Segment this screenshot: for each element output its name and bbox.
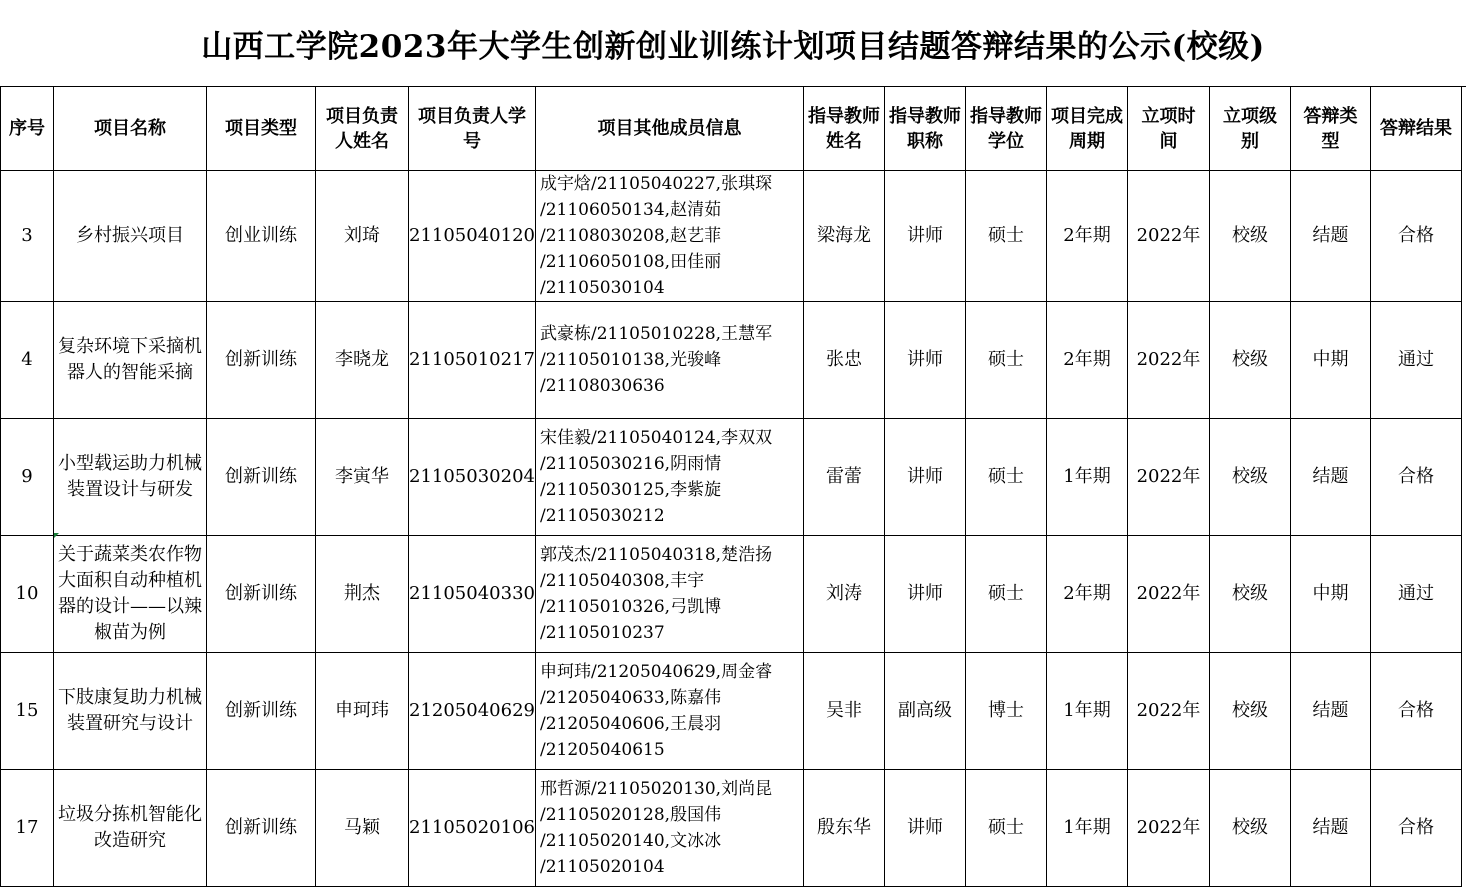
cell-period[interactable]: 1年期 xyxy=(1046,419,1127,536)
cell-advisor[interactable]: 刘涛 xyxy=(803,536,884,653)
cell-name[interactable] xyxy=(54,653,207,770)
cell-advisor-degree[interactable]: 硕士 xyxy=(965,171,1046,302)
header-name[interactable]: 项目名称 xyxy=(54,87,207,171)
cell-defense-type[interactable]: 结题 xyxy=(1290,653,1370,770)
cell-advisor-title[interactable]: 讲师 xyxy=(884,536,965,653)
cell-leader[interactable]: 荆杰 xyxy=(316,536,409,653)
cell-no[interactable]: 10 xyxy=(1,536,54,653)
cell-leader-id[interactable]: 21105040330 xyxy=(409,536,536,653)
cell-no[interactable]: 17 xyxy=(1,770,54,887)
cell-result[interactable]: 合格 xyxy=(1370,419,1461,536)
cell-defense-type[interactable]: 结题 xyxy=(1290,171,1370,302)
cell-defense-type[interactable]: 结题 xyxy=(1290,419,1370,536)
cell-advisor-title[interactable]: 副高级 xyxy=(884,653,965,770)
cell-advisor-degree[interactable]: 硕士 xyxy=(965,419,1046,536)
project-name-text: 乡村振兴项目 xyxy=(76,225,184,246)
cell-no[interactable]: 9 xyxy=(1,419,54,536)
cell-advisor[interactable]: 张忠 xyxy=(803,302,884,419)
cell-period[interactable]: 2年期 xyxy=(1046,536,1127,653)
header-leader[interactable]: 项目负责人姓名 xyxy=(316,87,409,171)
table-row xyxy=(1,653,1462,770)
cell-members[interactable]: 成宇焓/21105040227,张琪琛 /21106050134,赵清茹 /21108030208,赵艺菲 /21106050108,田佳丽 /21105030104 xyxy=(535,171,803,302)
header-no[interactable]: 序号 xyxy=(1,87,54,171)
cell-advisor-title[interactable]: 讲师 xyxy=(884,302,965,419)
cell-advisor[interactable]: 殷东华 xyxy=(803,770,884,887)
cell-level[interactable]: 校级 xyxy=(1209,770,1290,887)
cell-level[interactable]: 校级 xyxy=(1209,536,1290,653)
cell-advisor-degree[interactable]: 硕士 xyxy=(965,536,1046,653)
cell-name[interactable] xyxy=(54,419,207,536)
cell-defense-type[interactable]: 结题 xyxy=(1290,770,1370,887)
cell-members[interactable]: 宋佳毅/21105040124,李双双 /21105030216,阴雨情 /21105030125,李紫旋 /21105030212 xyxy=(535,419,803,536)
cell-level[interactable]: 校级 xyxy=(1209,302,1290,419)
cell-advisor-degree[interactable]: 博士 xyxy=(965,653,1046,770)
cell-defense-type[interactable]: 中期 xyxy=(1290,302,1370,419)
cell-period[interactable]: 1年期 xyxy=(1046,653,1127,770)
cell-name[interactable] xyxy=(54,536,207,653)
cell-advisor[interactable]: 雷蕾 xyxy=(803,419,884,536)
header-leader-id[interactable]: 项目负责人学号 xyxy=(409,87,536,171)
cell-result[interactable]: 合格 xyxy=(1370,653,1461,770)
cell-year[interactable]: 2022年 xyxy=(1127,536,1209,653)
cell-leader-id[interactable]: 21105030204 xyxy=(409,419,536,536)
table-row xyxy=(1,536,1462,653)
cell-leader[interactable]: 李寅华 xyxy=(316,419,409,536)
cell-type[interactable]: 创新训练 xyxy=(207,770,316,887)
cell-period[interactable]: 1年期 xyxy=(1046,770,1127,887)
cell-year[interactable]: 2022年 xyxy=(1127,770,1209,887)
header-members[interactable]: 项目其他成员信息 xyxy=(535,87,803,171)
cell-name[interactable] xyxy=(54,171,207,302)
cell-result[interactable]: 合格 xyxy=(1370,770,1461,887)
cell-result[interactable]: 合格 xyxy=(1370,171,1461,302)
cell-advisor-title[interactable]: 讲师 xyxy=(884,770,965,887)
header-advisor-degree[interactable]: 指导教师学位 xyxy=(965,87,1046,171)
header-level[interactable]: 立项级别 xyxy=(1209,87,1290,171)
cell-level[interactable]: 校级 xyxy=(1209,653,1290,770)
cell-advisor[interactable]: 吴非 xyxy=(803,653,884,770)
project-name-text: 小型载运助力机械装置设计与研发 xyxy=(58,453,202,500)
cell-period[interactable]: 2年期 xyxy=(1046,171,1127,302)
header-type[interactable]: 项目类型 xyxy=(207,87,316,171)
cell-leader[interactable]: 马颖 xyxy=(316,770,409,887)
cell-leader[interactable]: 李晓龙 xyxy=(316,302,409,419)
header-result[interactable]: 答辩结果 xyxy=(1370,87,1461,171)
project-name-text: 关于蔬菜类农作物大面积自动种植机器的设计——以辣椒苗为例 xyxy=(58,544,202,643)
cell-no[interactable]: 4 xyxy=(1,302,54,419)
cell-advisor-degree[interactable]: 硕士 xyxy=(965,302,1046,419)
cell-name[interactable] xyxy=(54,770,207,887)
header-advisor-title[interactable]: 指导教师职称 xyxy=(884,87,965,171)
cell-result[interactable]: 通过 xyxy=(1370,302,1461,419)
cell-advisor-title[interactable]: 讲师 xyxy=(884,171,965,302)
cell-type[interactable]: 创新训练 xyxy=(207,536,316,653)
cell-no[interactable]: 3 xyxy=(1,171,54,302)
cell-advisor[interactable]: 梁海龙 xyxy=(803,171,884,302)
project-name-text: 下肢康复助力机械装置研究与设计 xyxy=(58,687,202,734)
table-row xyxy=(1,419,1462,536)
cell-leader[interactable]: 申珂玮 xyxy=(316,653,409,770)
header-period[interactable]: 项目完成周期 xyxy=(1046,87,1127,171)
cell-level[interactable]: 校级 xyxy=(1209,419,1290,536)
cell-type[interactable]: 创新训练 xyxy=(207,302,316,419)
cell-advisor-title[interactable]: 讲师 xyxy=(884,419,965,536)
cell-comment-marker xyxy=(54,533,59,538)
cell-members[interactable]: 申珂玮/21205040629,周金睿 /21205040633,陈嘉伟 /21205040606,王晨羽 /21205040615 xyxy=(535,653,803,770)
sheet-title: 山西工学院2023年大学生创新创业训练计划项目结题答辩结果的公示(校级) xyxy=(201,28,1265,65)
cell-result[interactable]: 通过 xyxy=(1370,536,1461,653)
cell-type[interactable]: 创业训练 xyxy=(207,171,316,302)
table-row xyxy=(1,171,1462,302)
cell-members[interactable]: 郭茂杰/21105040318,楚浩扬 /21105040308,丰宇 /21105010326,弓凯博 /21105010237 xyxy=(535,536,803,653)
cell-defense-type[interactable]: 中期 xyxy=(1290,536,1370,653)
cell-leader-id[interactable]: 21105020106 xyxy=(409,770,536,887)
table-row xyxy=(1,302,1462,419)
results-table xyxy=(0,86,1462,887)
cell-type[interactable]: 创新训练 xyxy=(207,419,316,536)
header-advisor[interactable]: 指导教师姓名 xyxy=(803,87,884,171)
header-row xyxy=(1,87,1462,171)
cell-members[interactable]: 邢哲源/21105020130,刘尚昆 /21105020128,殷国伟 /21105020140,文冰冰 /21105020104 xyxy=(535,770,803,887)
title-row[interactable] xyxy=(0,0,1466,87)
project-name-text: 垃圾分拣机智能化改造研究 xyxy=(58,804,202,851)
cell-level[interactable]: 校级 xyxy=(1209,171,1290,302)
cell-leader-id[interactable]: 21105010217 xyxy=(409,302,536,419)
cell-leader-id[interactable]: 21205040629 xyxy=(409,653,536,770)
cell-advisor-degree[interactable]: 硕士 xyxy=(965,770,1046,887)
cell-period[interactable]: 2年期 xyxy=(1046,302,1127,419)
cell-year[interactable]: 2022年 xyxy=(1127,653,1209,770)
cell-year[interactable]: 2022年 xyxy=(1127,171,1209,302)
cell-no[interactable]: 15 xyxy=(1,653,54,770)
cell-type[interactable]: 创新训练 xyxy=(207,653,316,770)
cell-leader-id[interactable]: 21105040120 xyxy=(409,171,536,302)
cell-members[interactable]: 武豪栋/21105010228,王慧军 /21105010138,光骏峰 /21108030636 xyxy=(535,302,803,419)
cell-leader[interactable]: 刘琦 xyxy=(316,171,409,302)
header-defense-type[interactable]: 答辩类型 xyxy=(1290,87,1370,171)
header-year[interactable]: 立项时间 xyxy=(1127,87,1209,171)
cell-year[interactable]: 2022年 xyxy=(1127,302,1209,419)
table-body xyxy=(1,171,1462,887)
project-name-text: 复杂环境下采摘机器人的智能采摘 xyxy=(58,336,202,383)
cell-name[interactable] xyxy=(54,302,207,419)
cell-year[interactable]: 2022年 xyxy=(1127,419,1209,536)
table-row xyxy=(1,770,1462,887)
